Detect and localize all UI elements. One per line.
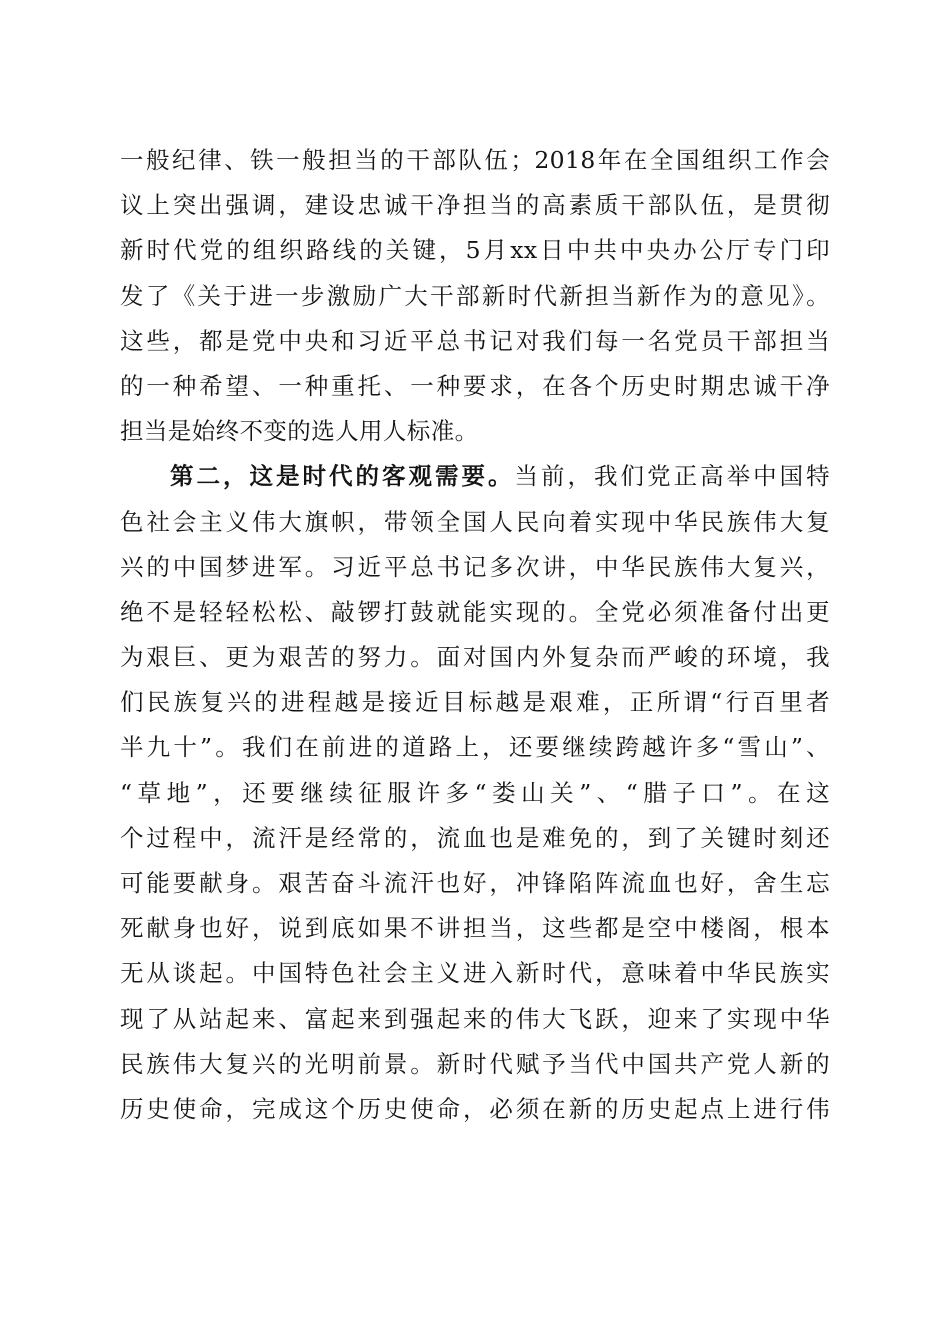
paragraph2-line-2: 色社会主义伟大旗帜，带领全国人民向着实现中华民族伟大复 — [120, 507, 830, 536]
paragraph2-line-8: “草地”，还要继续征服许多“娄山关”、“腊子口”。在这 — [120, 778, 830, 807]
paragraph2-line-13: 现了从站起来、富起来到强起来的伟大飞跃，迎来了实现中华 — [120, 1004, 830, 1033]
paragraph2-line-9: 个过程中，流汗是经常的，流血也是难免的，到了关键时刻还 — [120, 823, 830, 852]
body-text — [120, 138, 830, 1132]
paragraph1-line-2: 议上突出强调，建设忠诚干净担当的高素质干部队伍，是贯彻 — [120, 191, 830, 220]
paragraph2-line-15: 历史使命，完成这个历史使命，必须在新的历史起点上进行伟 — [120, 1094, 830, 1123]
paragraph2-line-7: 半九十”。我们在前进的道路上，还要继续跨越许多“雪山”、 — [120, 733, 830, 762]
paragraph2-line-1 — [120, 454, 830, 499]
paragraph1-line-3: 新时代党的组织路线的关键，5月xx日中共中央办公厅专门印 — [120, 236, 830, 265]
paragraph2-heading: 第二，这是时代的客观需要。 — [170, 462, 515, 491]
paragraph2-line-10: 可能要献身。艰苦奋斗流汗也好，冲锋陷阵流血也好，舍生忘 — [120, 869, 830, 897]
paragraph2-line-12: 无从谈起。中国特色社会主义进入新时代，意味着中华民族实 — [120, 959, 830, 988]
paragraph2-line-14: 民族伟大复兴的光明前景。新时代赋予当代中国共产党人新的 — [120, 1049, 830, 1078]
paragraph1-line-7: 担当是始终不变的选人用人标准。 — [120, 417, 479, 446]
paragraph1-line-5: 这些，都是党中央和习近平总书记对我们每一名党员干部担当 — [120, 326, 830, 355]
paragraph2-line-11: 死献身也好，说到底如果不讲担当，这些都是空中楼阁，根本 — [120, 914, 830, 943]
paragraph2-line-5: 为艰巨、更为艰苦的努力。面对国内外复杂而严峻的环境，我 — [120, 643, 830, 672]
paragraph1-line-1: 一般纪律、铁一般担当的干部队伍；2018年在全国组织工作会 — [120, 146, 830, 174]
paragraph2-line-3: 兴的中国梦进军。习近平总书记多次讲，中华民族伟大复兴， — [120, 552, 830, 581]
paragraph1-line-4: 发了《关于进一步激励广大干部新时代新担当新作为的意见》。 — [120, 281, 830, 310]
paragraph2-first-line-rest: 当前，我们党正高举中国特 — [514, 462, 830, 491]
paragraph2-line-6: 们民族复兴的进程越是接近目标越是艰难，正所谓“行百里者 — [120, 688, 830, 717]
paragraph1-line-6: 的一种希望、一种重托、一种要求，在各个历史时期忠诚干净 — [120, 371, 830, 400]
paragraph2-line-4: 绝不是轻轻松松、敲锣打鼓就能实现的。全党必须准备付出更 — [120, 597, 830, 626]
